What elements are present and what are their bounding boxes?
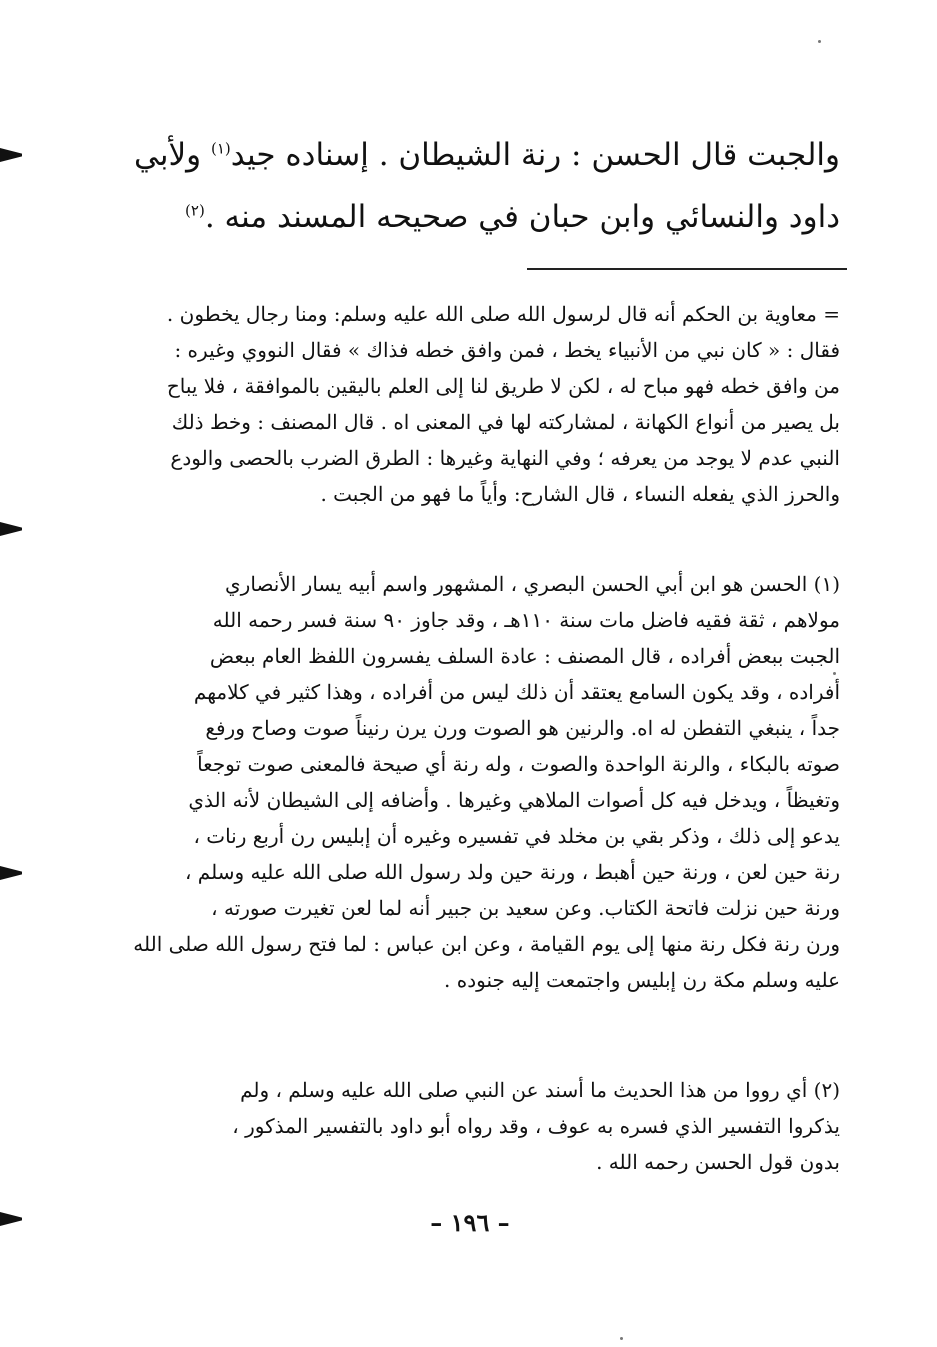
- footnote-line: (١) الحسن هو ابن أبي الحسن البصري ، المشهور واسم أبيه يسار الأنصاري: [225, 572, 840, 596]
- footnote-line: الجبت ببعض أفراده ، قال المصنف : عادة السلف يفسرون اللفظ العام ببعض: [209, 644, 840, 668]
- footnote-line: يذكروا التفسير الذي فسره به عوف ، وقد رواه أبو داود بالتفسير المذكور ،: [232, 1114, 840, 1138]
- scan-speck: [620, 1337, 623, 1340]
- footnote-line: بل يصير من أنواع الكهانة ، لمشاركته لها في المعنى اه . قال المصنف : وخط ذلك: [171, 410, 840, 434]
- footnote-line: وتغيظاً ، ويدخل فيه كل أصوات الملاهي وغيرها . وأضافه إلى الشيطان لأنه الذي: [188, 788, 840, 812]
- footnote-ref-2[interactable]: (٢): [185, 201, 205, 220]
- main-line-1: [110, 124, 840, 186]
- page-number: – ١٩٦ –: [430, 1208, 510, 1237]
- scan-edge-mark: [0, 1212, 22, 1226]
- scan-speck: [818, 40, 821, 43]
- footnote-line: = معاوية بن الحكم أنه قال لرسول الله صلى الله عليه وسلم: ومنا رجال يخطون .: [166, 302, 840, 326]
- footnote-2: [105, 1072, 840, 1180]
- footnote-line: (٢) أي رووا من هذا الحديث ما أسند عن النبي صلى الله عليه وسلم ، ولم: [240, 1078, 840, 1102]
- main-line-1-text: والجبت قال الحسن : رنة الشيطان . إسناده جيد: [230, 137, 840, 173]
- scan-edge-mark: [0, 866, 22, 880]
- main-line-2-text: داود والنسائي وابن حبان في صحيحه المسند منه .: [204, 199, 840, 235]
- scan-edge-mark: [0, 522, 22, 536]
- footnote-ref-1[interactable]: (١): [210, 139, 231, 158]
- footnote-line: أفراده ، وقد يكون السامع يعتقد أن ذلك ليس من أفراده ، وهذا كثير في كلامهم: [193, 680, 840, 704]
- footnote-line: بدون قول الحسن رحمه الله .: [596, 1150, 840, 1174]
- footnote-line: ورنة حين نزلت فاتحة الكتاب. وعن سعيد بن جبير أنه لما لعن تغيرت صورته ،: [211, 896, 840, 920]
- footnote-line: النبي عدم لا يوجد من يعرفه ؛ وفي النهاية وغيرها : الطرق الضرب بالحصى والودع: [170, 446, 840, 470]
- main-line-1-end: ولأبي: [134, 137, 211, 173]
- footnote-line: رنة حين لعن ، ورنة حين أهبط ، ورنة حين ولد رسول الله صلى الله عليه وسلم ،: [184, 860, 840, 884]
- main-line-2: [110, 186, 840, 248]
- footnote-line: والحرز الذي يفعله النساء ، قال الشارح: وأياً ما فهو من الجبت .: [320, 482, 840, 506]
- footnote-continuation: [105, 296, 840, 512]
- footnote-line: يدعو إلى ذلك ، وذكر بقي بن مخلد في تفسيره وغيره أن إبليس رن أربع رنات ،: [193, 824, 840, 848]
- footnote-line: صوته بالبكاء ، والرنة الواحدة والصوت ، وله رنة أي صيحة فالمعنى صوت توجعاً: [197, 752, 840, 776]
- footnote-line: جداً ، ينبغي التفطن له اه. والرنين هو الصوت ورن يرن رنيناً صوت وصاح ورفع: [205, 716, 840, 740]
- footnote-separator: [527, 268, 847, 270]
- footnote-line: ورن رنة فكل رنة منها إلى يوم القيامة ، وعن ابن عباس : لما فتح رسول الله صلى الله: [133, 932, 840, 956]
- footnote-line: مولاهم ، ثقة فقيه فاضل مات سنة ١١٠هـ ، وقد جاوز ٩٠ سنة فسر رحمه الله: [212, 608, 840, 632]
- scan-edge-mark: [0, 148, 22, 162]
- footnote-line: عليه وسلم مكة رن إبليس واجتمعت إليه جنوده .: [444, 968, 840, 992]
- main-text: [110, 124, 840, 248]
- footnote-1: [105, 566, 840, 998]
- footnote-line: فقال : « كان نبي من الأنبياء يخط ، فمن وافق خطه فذاك » فقال النووي وغيره :: [174, 338, 840, 362]
- footnote-line: من وافق خطه فهو مباح له ، لكن لا طريق لنا إلى العلم باليقين بالموافقة ، فلا يباح: [166, 374, 840, 398]
